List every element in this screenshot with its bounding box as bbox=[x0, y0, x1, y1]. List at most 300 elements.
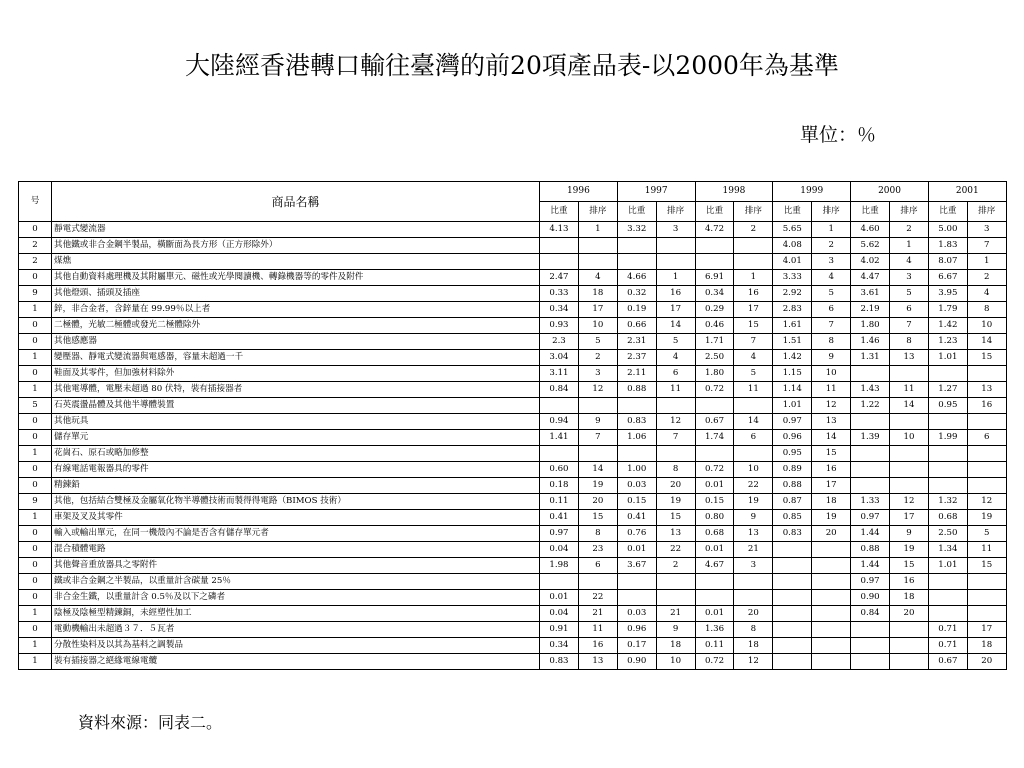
share-cell: 0.97 bbox=[540, 526, 579, 542]
product-name-cell: 二極體，光敏二極體或發光二極體除外 bbox=[52, 318, 540, 334]
rank-cell: 16 bbox=[578, 638, 617, 654]
rank-cell: 12 bbox=[578, 382, 617, 398]
table-row bbox=[19, 254, 1007, 270]
share-cell bbox=[617, 398, 656, 414]
share-cell: 1.33 bbox=[851, 494, 890, 510]
share-cell: 4.01 bbox=[773, 254, 812, 270]
rank-cell: 16 bbox=[734, 286, 773, 302]
rank-cell: 9 bbox=[812, 350, 851, 366]
rank-cell: 6 bbox=[656, 366, 695, 382]
rank-cell bbox=[890, 622, 929, 638]
share-cell: 0.19 bbox=[617, 302, 656, 318]
rank-cell: 15 bbox=[656, 510, 695, 526]
rank-cell bbox=[578, 446, 617, 462]
share-cell: 0.97 bbox=[851, 510, 890, 526]
table-row bbox=[19, 654, 1007, 670]
rank-cell: 20 bbox=[734, 606, 773, 622]
rank-cell bbox=[967, 606, 1006, 622]
rank-column-header: 排序 bbox=[890, 202, 929, 222]
share-cell: 0.83 bbox=[773, 526, 812, 542]
rank-cell bbox=[578, 398, 617, 414]
share-cell: 0.80 bbox=[695, 510, 734, 526]
rank-cell bbox=[967, 462, 1006, 478]
share-cell bbox=[540, 398, 579, 414]
share-cell: 0.01 bbox=[695, 478, 734, 494]
share-cell: 0.88 bbox=[617, 382, 656, 398]
table-row bbox=[19, 590, 1007, 606]
share-cell: 0.29 bbox=[695, 302, 734, 318]
rank-cell: 1 bbox=[812, 222, 851, 238]
rank-cell bbox=[890, 638, 929, 654]
share-cell bbox=[540, 446, 579, 462]
rank-cell bbox=[656, 398, 695, 414]
rank-cell: 10 bbox=[734, 462, 773, 478]
share-cell bbox=[851, 446, 890, 462]
rank-cell bbox=[734, 254, 773, 270]
rank-cell: 8 bbox=[656, 462, 695, 478]
share-cell: 1.22 bbox=[851, 398, 890, 414]
share-cell bbox=[851, 478, 890, 494]
product-name-cell: 其他感應器 bbox=[52, 334, 540, 350]
table-row bbox=[19, 350, 1007, 366]
share-cell: 0.67 bbox=[695, 414, 734, 430]
share-cell: 0.72 bbox=[695, 654, 734, 670]
rank-cell: 18 bbox=[890, 590, 929, 606]
product-name-cell: 電動機輸出未超過３７．５瓦者 bbox=[52, 622, 540, 638]
rank-cell: 15 bbox=[812, 446, 851, 462]
row-code-cell: 1 bbox=[19, 654, 52, 670]
rank-cell: 4 bbox=[812, 270, 851, 286]
share-cell: 0.85 bbox=[773, 510, 812, 526]
share-cell: 2.92 bbox=[773, 286, 812, 302]
rank-cell: 7 bbox=[967, 238, 1006, 254]
share-cell: 0.90 bbox=[617, 654, 656, 670]
rank-cell: 21 bbox=[656, 606, 695, 622]
table-header-row-years bbox=[19, 182, 1007, 202]
rank-cell: 15 bbox=[967, 350, 1006, 366]
product-name-cell: 煤燋 bbox=[52, 254, 540, 270]
rank-cell: 9 bbox=[578, 414, 617, 430]
rank-cell: 17 bbox=[656, 302, 695, 318]
rank-cell: 13 bbox=[967, 382, 1006, 398]
row-code-cell: 0 bbox=[19, 366, 52, 382]
share-cell bbox=[540, 238, 579, 254]
share-cell: 0.89 bbox=[773, 462, 812, 478]
row-code-cell: 0 bbox=[19, 462, 52, 478]
rank-cell: 15 bbox=[734, 318, 773, 334]
rank-cell: 7 bbox=[734, 334, 773, 350]
share-cell: 0.04 bbox=[540, 542, 579, 558]
product-name-cell: 鞋面及其零件，但加強材料除外 bbox=[52, 366, 540, 382]
rank-cell bbox=[890, 654, 929, 670]
unit-label: 單位：％ bbox=[800, 124, 877, 146]
share-cell: 0.41 bbox=[617, 510, 656, 526]
rank-cell bbox=[812, 622, 851, 638]
share-cell bbox=[773, 654, 812, 670]
share-cell: 0.88 bbox=[851, 542, 890, 558]
share-cell: 3.11 bbox=[540, 366, 579, 382]
share-cell: 1.41 bbox=[540, 430, 579, 446]
rank-cell: 18 bbox=[812, 494, 851, 510]
share-cell: 1.44 bbox=[851, 558, 890, 574]
product-name-cell: 靜電式變流器 bbox=[52, 222, 540, 238]
rank-cell: 15 bbox=[967, 558, 1006, 574]
share-cell: 4.72 bbox=[695, 222, 734, 238]
rank-cell: 6 bbox=[812, 302, 851, 318]
share-cell: 1.32 bbox=[928, 494, 967, 510]
table-row bbox=[19, 478, 1007, 494]
share-cell bbox=[773, 622, 812, 638]
rank-cell: 20 bbox=[656, 478, 695, 494]
share-cell bbox=[540, 254, 579, 270]
share-cell: 1.01 bbox=[928, 350, 967, 366]
share-cell: 1.80 bbox=[851, 318, 890, 334]
share-cell: 0.17 bbox=[617, 638, 656, 654]
row-code-cell: 0 bbox=[19, 478, 52, 494]
share-cell: 0.91 bbox=[540, 622, 579, 638]
rank-cell: 23 bbox=[578, 542, 617, 558]
share-cell: 0.95 bbox=[928, 398, 967, 414]
share-cell bbox=[695, 574, 734, 590]
share-cell: 0.94 bbox=[540, 414, 579, 430]
share-column-header: 比重 bbox=[928, 202, 967, 222]
rank-cell: 18 bbox=[656, 638, 695, 654]
product-name-cell: 其他，包括結合雙極及金屬氧化物半導體技術而製得得電路（BIMOS 技術） bbox=[52, 494, 540, 510]
share-cell bbox=[773, 574, 812, 590]
rank-cell: 3 bbox=[734, 558, 773, 574]
share-cell: 4.66 bbox=[617, 270, 656, 286]
share-cell bbox=[928, 462, 967, 478]
share-cell: 0.87 bbox=[773, 494, 812, 510]
share-cell: 0.01 bbox=[695, 606, 734, 622]
share-cell bbox=[695, 254, 734, 270]
name-column-header: 商品名稱 bbox=[52, 182, 540, 222]
share-cell: 0.15 bbox=[695, 494, 734, 510]
share-column-header: 比重 bbox=[851, 202, 890, 222]
share-cell: 1.42 bbox=[773, 350, 812, 366]
row-code-cell: 0 bbox=[19, 318, 52, 334]
share-cell bbox=[851, 414, 890, 430]
rank-cell: 18 bbox=[578, 286, 617, 302]
rank-cell bbox=[578, 574, 617, 590]
table-row bbox=[19, 366, 1007, 382]
rank-cell: 1 bbox=[656, 270, 695, 286]
row-code-cell: 9 bbox=[19, 286, 52, 302]
rank-cell: 16 bbox=[890, 574, 929, 590]
table-row bbox=[19, 606, 1007, 622]
share-cell: 0.97 bbox=[851, 574, 890, 590]
share-cell: 8.07 bbox=[928, 254, 967, 270]
rank-cell: 14 bbox=[890, 398, 929, 414]
table-row bbox=[19, 526, 1007, 542]
rank-cell bbox=[578, 238, 617, 254]
rank-cell: 10 bbox=[578, 318, 617, 334]
table-row bbox=[19, 270, 1007, 286]
share-cell: 1.23 bbox=[928, 334, 967, 350]
row-code-cell: 1 bbox=[19, 302, 52, 318]
rank-cell: 3 bbox=[578, 366, 617, 382]
rank-cell: 14 bbox=[578, 462, 617, 478]
rank-cell: 14 bbox=[812, 430, 851, 446]
page-title: 大陸經香港轉口輸往臺灣的前20項產品表-以2000年為基準 bbox=[185, 51, 839, 80]
rank-cell: 7 bbox=[578, 430, 617, 446]
rank-cell: 4 bbox=[578, 270, 617, 286]
row-code-cell: 0 bbox=[19, 574, 52, 590]
rank-cell bbox=[656, 574, 695, 590]
share-cell: 3.95 bbox=[928, 286, 967, 302]
share-cell: 0.60 bbox=[540, 462, 579, 478]
share-cell: 1.44 bbox=[851, 526, 890, 542]
rank-cell: 13 bbox=[656, 526, 695, 542]
share-cell: 0.66 bbox=[617, 318, 656, 334]
rank-cell: 20 bbox=[812, 526, 851, 542]
product-name-cell: 有線電話電報器具的零件 bbox=[52, 462, 540, 478]
share-cell: 2.19 bbox=[851, 302, 890, 318]
product-name-cell: 儲存單元 bbox=[52, 430, 540, 446]
rank-cell bbox=[734, 574, 773, 590]
share-cell: 1.74 bbox=[695, 430, 734, 446]
rank-cell: 4 bbox=[734, 350, 773, 366]
rank-cell: 20 bbox=[967, 654, 1006, 670]
share-cell: 0.68 bbox=[928, 510, 967, 526]
rank-cell bbox=[656, 238, 695, 254]
rank-cell bbox=[890, 366, 929, 382]
share-cell: 2.47 bbox=[540, 270, 579, 286]
rank-cell bbox=[734, 238, 773, 254]
share-cell bbox=[928, 366, 967, 382]
share-cell: 1.83 bbox=[928, 238, 967, 254]
year-header-1999: 1999 bbox=[773, 182, 851, 202]
share-column-header: 比重 bbox=[695, 202, 734, 222]
share-cell: 0.01 bbox=[695, 542, 734, 558]
share-cell: 6.91 bbox=[695, 270, 734, 286]
rank-cell: 19 bbox=[812, 510, 851, 526]
share-column-header: 比重 bbox=[773, 202, 812, 222]
table-row bbox=[19, 638, 1007, 654]
rank-cell: 19 bbox=[967, 510, 1006, 526]
rank-cell: 21 bbox=[578, 606, 617, 622]
rank-cell: 5 bbox=[812, 286, 851, 302]
share-cell: 1.27 bbox=[928, 382, 967, 398]
table-row bbox=[19, 382, 1007, 398]
row-code-cell: 1 bbox=[19, 446, 52, 462]
rank-cell: 11 bbox=[967, 542, 1006, 558]
share-cell: 0.83 bbox=[540, 654, 579, 670]
rank-cell: 20 bbox=[578, 494, 617, 510]
rank-cell bbox=[967, 478, 1006, 494]
table-row bbox=[19, 542, 1007, 558]
rank-cell: 13 bbox=[734, 526, 773, 542]
share-cell bbox=[695, 446, 734, 462]
row-code-cell: 1 bbox=[19, 606, 52, 622]
share-cell: 3.67 bbox=[617, 558, 656, 574]
rank-cell: 10 bbox=[812, 366, 851, 382]
share-cell: 4.60 bbox=[851, 222, 890, 238]
rank-cell: 13 bbox=[890, 350, 929, 366]
rank-cell bbox=[734, 446, 773, 462]
rank-column-header: 排序 bbox=[967, 202, 1006, 222]
table-row bbox=[19, 462, 1007, 478]
row-code-cell: 1 bbox=[19, 638, 52, 654]
table-row bbox=[19, 398, 1007, 414]
rank-cell: 12 bbox=[812, 398, 851, 414]
share-cell: 5.00 bbox=[928, 222, 967, 238]
rank-cell: 22 bbox=[578, 590, 617, 606]
rank-cell: 3 bbox=[812, 254, 851, 270]
rank-cell: 11 bbox=[656, 382, 695, 398]
rank-cell: 19 bbox=[890, 542, 929, 558]
row-code-cell: 9 bbox=[19, 494, 52, 510]
rank-cell bbox=[734, 590, 773, 606]
share-cell: 5.65 bbox=[773, 222, 812, 238]
rank-cell: 10 bbox=[656, 654, 695, 670]
row-code-cell: 0 bbox=[19, 222, 52, 238]
share-cell: 0.84 bbox=[851, 606, 890, 622]
product-name-cell: 鐵或非合金鋼之半製品，以重量計含碳量 25％ bbox=[52, 574, 540, 590]
rank-cell: 17 bbox=[890, 510, 929, 526]
row-code-cell: 0 bbox=[19, 622, 52, 638]
share-cell: 5.62 bbox=[851, 238, 890, 254]
product-name-cell: 石英震盪晶體及其他半導體裝置 bbox=[52, 398, 540, 414]
share-cell: 0.95 bbox=[773, 446, 812, 462]
product-name-cell: 分散性染料及以其為基料之調製品 bbox=[52, 638, 540, 654]
share-cell: 2.50 bbox=[695, 350, 734, 366]
rank-cell bbox=[656, 446, 695, 462]
row-code-cell: 2 bbox=[19, 254, 52, 270]
rank-cell: 16 bbox=[812, 462, 851, 478]
source-note: 資料來源：同表二。 bbox=[78, 713, 223, 732]
share-cell: 3.33 bbox=[773, 270, 812, 286]
row-code-cell: 1 bbox=[19, 350, 52, 366]
share-cell: 0.15 bbox=[617, 494, 656, 510]
rank-cell bbox=[812, 606, 851, 622]
row-code-cell: 0 bbox=[19, 414, 52, 430]
rank-cell: 19 bbox=[734, 494, 773, 510]
share-cell: 0.03 bbox=[617, 606, 656, 622]
share-cell: 0.33 bbox=[540, 286, 579, 302]
rank-cell bbox=[578, 254, 617, 270]
table-row bbox=[19, 286, 1007, 302]
rank-cell: 11 bbox=[734, 382, 773, 398]
share-cell: 1.01 bbox=[928, 558, 967, 574]
table-row bbox=[19, 222, 1007, 238]
share-cell: 1.99 bbox=[928, 430, 967, 446]
rank-cell: 6 bbox=[967, 430, 1006, 446]
rank-cell: 18 bbox=[734, 638, 773, 654]
rank-cell bbox=[812, 638, 851, 654]
share-cell: 6.67 bbox=[928, 270, 967, 286]
rank-column-header: 排序 bbox=[578, 202, 617, 222]
share-cell: 0.93 bbox=[540, 318, 579, 334]
product-name-cell: 輸入或輸出單元，在同一機殼內不論是否含有儲存單元者 bbox=[52, 526, 540, 542]
share-cell: 0.76 bbox=[617, 526, 656, 542]
share-cell bbox=[773, 638, 812, 654]
table-row bbox=[19, 510, 1007, 526]
row-code-cell: 1 bbox=[19, 510, 52, 526]
rank-cell: 1 bbox=[890, 238, 929, 254]
share-cell: 0.41 bbox=[540, 510, 579, 526]
rank-cell: 10 bbox=[890, 430, 929, 446]
product-name-cell: 車架及叉及其零件 bbox=[52, 510, 540, 526]
rank-cell: 6 bbox=[734, 430, 773, 446]
share-cell: 0.04 bbox=[540, 606, 579, 622]
product-name-cell: 變壓器、靜電式變流器與電感器，容量未超過一千 bbox=[52, 350, 540, 366]
share-cell: 0.96 bbox=[617, 622, 656, 638]
row-code-cell: 0 bbox=[19, 590, 52, 606]
table-row bbox=[19, 574, 1007, 590]
rank-cell bbox=[812, 542, 851, 558]
rank-cell: 1 bbox=[967, 254, 1006, 270]
share-cell: 0.72 bbox=[695, 462, 734, 478]
rank-cell: 5 bbox=[734, 366, 773, 382]
rank-cell: 12 bbox=[656, 414, 695, 430]
product-name-cell: 精鍊鉛 bbox=[52, 478, 540, 494]
product-name-cell: 其他聲音重放器具之零附件 bbox=[52, 558, 540, 574]
share-cell: 3.04 bbox=[540, 350, 579, 366]
table-row bbox=[19, 238, 1007, 254]
product-name-cell: 花崗石、原石或略加修整 bbox=[52, 446, 540, 462]
year-header-2000: 2000 bbox=[851, 182, 929, 202]
share-cell: 0.46 bbox=[695, 318, 734, 334]
product-name-cell: 混合積體電路 bbox=[52, 542, 540, 558]
share-cell bbox=[773, 542, 812, 558]
rank-cell: 2 bbox=[967, 270, 1006, 286]
share-cell: 0.03 bbox=[617, 478, 656, 494]
share-cell: 0.11 bbox=[695, 638, 734, 654]
share-cell: 1.71 bbox=[695, 334, 734, 350]
share-cell: 2.3 bbox=[540, 334, 579, 350]
share-cell bbox=[773, 606, 812, 622]
share-cell: 1.79 bbox=[928, 302, 967, 318]
share-column-header: 比重 bbox=[540, 202, 579, 222]
rank-cell: 4 bbox=[890, 254, 929, 270]
rank-cell: 20 bbox=[890, 606, 929, 622]
table-row bbox=[19, 446, 1007, 462]
share-cell: 1.36 bbox=[695, 622, 734, 638]
share-cell: 1.06 bbox=[617, 430, 656, 446]
share-cell: 1.31 bbox=[851, 350, 890, 366]
product-name-cell: 鋅，非合金者，含鋅量在 99.99％以上者 bbox=[52, 302, 540, 318]
rank-cell: 2 bbox=[890, 222, 929, 238]
rank-cell: 19 bbox=[656, 494, 695, 510]
row-code-cell: 5 bbox=[19, 398, 52, 414]
product-name-cell: 其他自動資料處理機及其附屬單元、磁性或光學閱讀機、轉錄機器等的零件及附件 bbox=[52, 270, 540, 286]
share-cell: 1.14 bbox=[773, 382, 812, 398]
table-row bbox=[19, 302, 1007, 318]
row-code-cell: 0 bbox=[19, 542, 52, 558]
share-cell bbox=[773, 590, 812, 606]
rank-cell: 7 bbox=[656, 430, 695, 446]
rank-cell: 16 bbox=[656, 286, 695, 302]
rank-cell: 4 bbox=[967, 286, 1006, 302]
rank-cell: 14 bbox=[656, 318, 695, 334]
rank-cell: 1 bbox=[734, 270, 773, 286]
share-cell: 0.71 bbox=[928, 622, 967, 638]
rank-cell: 3 bbox=[656, 222, 695, 238]
rank-cell bbox=[890, 462, 929, 478]
product-name-cell: 非合金生鐵，以重量計含 0.5％及以下之磷者 bbox=[52, 590, 540, 606]
share-cell: 0.32 bbox=[617, 286, 656, 302]
rank-cell bbox=[967, 366, 1006, 382]
rank-cell bbox=[967, 446, 1006, 462]
share-cell: 0.34 bbox=[695, 286, 734, 302]
rank-cell: 19 bbox=[578, 478, 617, 494]
row-code-cell: 0 bbox=[19, 526, 52, 542]
rank-cell bbox=[890, 446, 929, 462]
rank-cell: 12 bbox=[890, 494, 929, 510]
share-cell: 0.90 bbox=[851, 590, 890, 606]
share-cell: 0.11 bbox=[540, 494, 579, 510]
